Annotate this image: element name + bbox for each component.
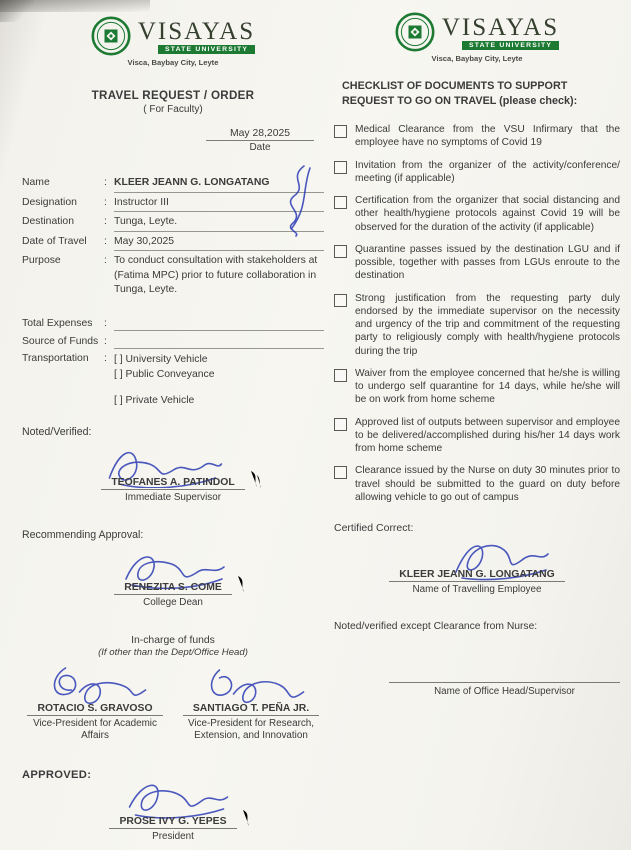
field-date-of-travel-value: May 30,2025 xyxy=(114,235,324,252)
approved-label: APPROVED: xyxy=(22,768,92,781)
president-title: President xyxy=(152,830,194,842)
signature-block-employee xyxy=(334,564,620,596)
checklist-item-text: Invitation from the organizer of the activity/conference/ meeting (if applicable) xyxy=(355,159,620,184)
signature-block-dean xyxy=(22,577,324,609)
university-address: Visca, Baybay City, Leyte xyxy=(127,58,219,67)
signature-block-supervisor xyxy=(22,472,324,504)
checkbox xyxy=(334,466,347,479)
checklist-item-text: Certification from the organizer that social distancing and other health/hygiene protocols against Covid 19 will be observed for the duration of the activity (if applicable) xyxy=(355,195,620,233)
university-address: Visca, Baybay City, Leyte xyxy=(431,54,523,63)
office-head-caption: Name of Office Head/Supervisor xyxy=(434,685,575,697)
president-name: PROSE IVY G. YEPES xyxy=(109,816,236,829)
checklist-item-text: Clearance issued by the Nurse on duty 30 minutes prior to travel should be submitted to the guard on duty before allowing vehicle to go out of campus xyxy=(355,465,620,503)
transport-option-public: [ ] Public Conveyance xyxy=(114,369,215,381)
ink-flourish xyxy=(247,467,263,489)
checklist-item xyxy=(334,367,620,407)
vp-academic-name: ROTACIO S. GRAVOSO xyxy=(27,703,162,716)
field-source-of-funds-value xyxy=(114,335,324,349)
university-header-right xyxy=(334,12,620,52)
office-head-signature-line xyxy=(389,672,620,683)
noted-except-label: Noted/verified except Clearance from Nurse: xyxy=(334,620,538,632)
form-fields xyxy=(22,176,324,408)
signature-block-vp-academic xyxy=(22,698,168,743)
checkbox xyxy=(334,125,347,138)
university-subtitle: STATE UNIVERSITY xyxy=(462,41,559,50)
checklist-item xyxy=(334,123,620,150)
university-name: VISAYAS xyxy=(137,17,256,45)
date-value: May 28,2025 xyxy=(206,128,314,141)
field-total-expenses-value xyxy=(114,317,324,331)
field-designation-value: Instructor III xyxy=(114,196,324,213)
checkbox xyxy=(334,418,347,431)
field-purpose-value: To conduct consultation with stakeholders at (Fatima MPC) prior to future collaboration in Tunga, Leyte. xyxy=(114,255,318,296)
supervisor-name: TEOFANES A. PATINDOL xyxy=(101,477,244,490)
checkbox xyxy=(334,196,347,209)
checkbox xyxy=(334,294,347,307)
form-subtitle: ( For Faculty) xyxy=(143,104,203,115)
certified-correct-label: Certified Correct: xyxy=(334,522,414,535)
checklist-item xyxy=(334,464,620,504)
dean-name: RENEZITA S. COME xyxy=(114,582,232,595)
checklist-item-text: Medical Clearance from the VSU Infirmary that the employee have no symptoms of Covid 19 xyxy=(355,124,620,149)
field-destination-value: Tunga, Leyte. xyxy=(114,215,324,232)
field-date-of-travel: Date of Travel : May 30,2025 xyxy=(22,235,324,252)
travel-request-column xyxy=(22,16,324,843)
field-purpose: Purpose : To conduct consultation with stakeholders at (Fatima MPC) prior to future collaboration in Tunga, Leyte. xyxy=(22,254,324,299)
checkbox xyxy=(334,245,347,258)
field-destination: Destination : Tunga, Leyte. xyxy=(22,215,324,232)
checkbox xyxy=(334,369,347,382)
employee-name: KLEER JEANN G. LONGATANG xyxy=(389,569,564,582)
checklist-item xyxy=(334,243,620,283)
vp-academic-title: Vice-President for Academic Affairs xyxy=(33,718,157,742)
checklist-item-text: Quarantine passes issued by the destination LGU and if possible, together with passes from LGUs enroute to the destination xyxy=(355,243,620,282)
noted-verified-label: Noted/Verified: xyxy=(22,426,92,439)
checklist-item xyxy=(334,416,620,456)
checklist-item xyxy=(334,292,620,358)
checklist-item xyxy=(334,159,620,186)
checklist-column xyxy=(334,12,620,697)
checkbox xyxy=(334,161,347,174)
university-name: VISAYAS xyxy=(441,13,560,41)
vsu-seal-logo xyxy=(91,16,131,56)
field-name-value: KLEER JEANN G. LONGATANG xyxy=(114,176,324,193)
signature-block-vp-research xyxy=(178,698,324,743)
recommending-approval-label: Recommending Approval: xyxy=(22,528,144,541)
university-header-left xyxy=(22,16,324,56)
dean-title: College Dean xyxy=(143,596,203,608)
vsu-seal-logo xyxy=(395,12,435,52)
certified-correct-section xyxy=(334,522,620,596)
incharge-line2: (If other than the Dept/Office Head) xyxy=(98,647,248,659)
field-total-expenses: Total Expenses : xyxy=(22,317,324,332)
incharge-of-funds xyxy=(22,635,324,658)
date-block xyxy=(206,128,314,153)
field-source-of-funds: Source of Funds : xyxy=(22,335,324,350)
employee-caption: Name of Travelling Employee xyxy=(412,584,542,596)
date-label: Date xyxy=(249,142,271,153)
form-title: TRAVEL REQUEST / ORDER xyxy=(91,89,255,102)
field-transportation: Transportation : [ ] University Vehicle [ ] Public Conveyance [ ] Private Vehicle xyxy=(22,352,324,408)
checklist-item-text: Approved list of outputs between supervisor and employee to be delivered/accomplished during his/her 14 days work from home scheme xyxy=(355,416,620,455)
vp-research-title: Vice-President for Research, Extension, and Innovation xyxy=(187,718,315,742)
vp-research-name: SANTIAGO T. PEÑA JR. xyxy=(183,703,319,716)
signature-block-president xyxy=(58,811,288,843)
checklist-title: CHECKLIST OF DOCUMENTS TO SUPPORT REQUEST TO GO ON TRAVEL (please check): xyxy=(342,80,578,108)
vp-signatures-row xyxy=(22,698,324,743)
transport-option-private: [ ] Private Vehicle xyxy=(114,395,195,407)
incharge-line1: In-charge of funds xyxy=(131,635,215,647)
checklist-item xyxy=(334,194,620,234)
office-head-signature-area xyxy=(334,672,620,697)
field-name: Name : KLEER JEANN G. LONGATANG xyxy=(22,176,324,193)
ink-flourish xyxy=(239,806,255,828)
checklist-item-text: Strong justification from the requesting party duly endorsed by the immediate supervisor on the necessity and urgency of the trip and commitment of the requesting party to religiously comply with health/hygiene protocols during the trip xyxy=(355,292,620,357)
ink-flourish xyxy=(234,572,250,594)
transport-option-university: [ ] University Vehicle xyxy=(114,354,208,366)
checklist-item-text: Waiver from the employee concerned that he/she is willing to undergo self quarantine for 14 days, while he/she will be on work from home scheme xyxy=(355,367,620,406)
field-designation: Designation : Instructor III xyxy=(22,196,324,213)
supervisor-title: Immediate Supervisor xyxy=(124,492,222,504)
university-subtitle: STATE UNIVERSITY xyxy=(158,45,255,54)
